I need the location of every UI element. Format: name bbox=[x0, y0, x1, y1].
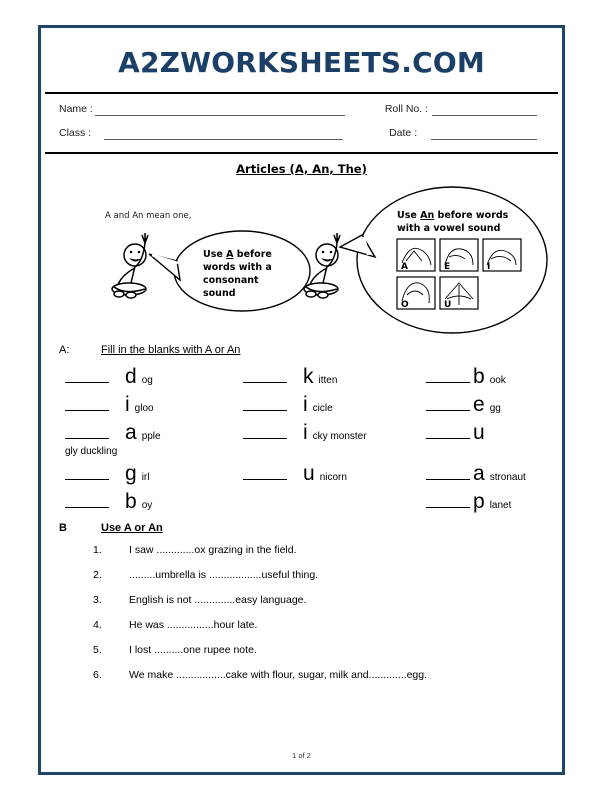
article-blank[interactable] bbox=[243, 468, 287, 480]
word-item bbox=[426, 463, 526, 484]
section-a-letter: A: bbox=[59, 344, 70, 356]
question-number: 6. bbox=[93, 669, 102, 681]
info-row-class bbox=[59, 127, 544, 140]
word-row bbox=[65, 422, 544, 443]
logo-band bbox=[45, 32, 558, 94]
class-input[interactable] bbox=[104, 128, 343, 140]
page-title: Articles (A, An, The) bbox=[236, 162, 367, 176]
article-blank[interactable] bbox=[243, 371, 287, 383]
word-initial: a bbox=[125, 421, 137, 444]
word-item bbox=[426, 394, 501, 415]
word-rest: oy bbox=[141, 500, 153, 511]
page-footer bbox=[45, 751, 558, 760]
student-info-band bbox=[45, 94, 558, 154]
article-blank[interactable] bbox=[65, 399, 109, 411]
word-initial: i bbox=[303, 421, 308, 444]
name-input[interactable] bbox=[95, 104, 345, 116]
word-item bbox=[426, 491, 511, 512]
article-blank[interactable] bbox=[65, 371, 109, 383]
vowel-tile-letter: I bbox=[487, 262, 491, 272]
worksheet-title-wrap bbox=[45, 154, 558, 181]
question-row bbox=[59, 594, 544, 606]
question-number: 3. bbox=[93, 594, 102, 606]
date-label: Date : bbox=[389, 127, 418, 139]
word-initial: p bbox=[473, 490, 485, 513]
question-text[interactable]: We make .................cake with flour, sugar, milk and.............egg. bbox=[129, 669, 428, 681]
article-blank[interactable] bbox=[426, 427, 470, 439]
word-rest: pple bbox=[141, 431, 161, 442]
word-item bbox=[65, 491, 243, 512]
question-text[interactable]: He was ................hour late. bbox=[129, 619, 258, 631]
word-item bbox=[243, 366, 426, 387]
section-a-rows bbox=[59, 366, 544, 512]
word-item bbox=[65, 463, 243, 484]
worksheet-inner-border bbox=[44, 31, 559, 769]
article-blank[interactable] bbox=[243, 427, 287, 439]
word-initial: b bbox=[125, 490, 137, 513]
article-blank[interactable] bbox=[426, 496, 470, 508]
word-initial: i bbox=[303, 393, 308, 416]
word-item bbox=[426, 366, 506, 387]
question-row bbox=[59, 669, 544, 681]
vowel-tile-letter: O bbox=[401, 300, 409, 310]
site-logo: A2ZWORKSHEETS.COM bbox=[118, 45, 485, 79]
word-rest: gloo bbox=[134, 403, 154, 414]
articles-illustration bbox=[57, 183, 546, 338]
vowel-tile-letter: A bbox=[401, 262, 408, 272]
word-rest: og bbox=[141, 375, 153, 386]
word-rest: irl bbox=[141, 472, 150, 483]
vowel-tile-letter: E bbox=[444, 262, 451, 272]
illustration-caption: A and An mean one, bbox=[105, 211, 192, 221]
page-indicator: 1 of 2 bbox=[292, 751, 311, 760]
word-row bbox=[65, 463, 544, 484]
question-row bbox=[59, 544, 544, 556]
section-a bbox=[45, 344, 558, 512]
question-row bbox=[59, 619, 544, 631]
word-item bbox=[243, 463, 426, 484]
question-number: 5. bbox=[93, 644, 102, 656]
word-initial: a bbox=[473, 462, 485, 485]
question-text[interactable]: I saw .............ox grazing in the field. bbox=[129, 544, 297, 556]
question-text[interactable]: I lost ..........one rupee note. bbox=[129, 644, 257, 656]
roll-input[interactable] bbox=[432, 104, 537, 116]
word-initial: i bbox=[125, 393, 130, 416]
article-blank[interactable] bbox=[243, 399, 287, 411]
article-blank[interactable] bbox=[426, 468, 470, 480]
word-initial: u bbox=[473, 421, 485, 444]
section-b-title: Use A or An bbox=[101, 522, 163, 534]
svg-text:Use An before words: Use An before words with a vowel sound bbox=[397, 210, 509, 234]
word-rest: ook bbox=[489, 375, 506, 386]
roll-label: Roll No. : bbox=[384, 103, 429, 115]
word-rest: cky monster bbox=[312, 431, 367, 442]
word-item bbox=[65, 422, 243, 443]
word-initial: e bbox=[473, 393, 485, 416]
article-blank[interactable] bbox=[65, 427, 109, 439]
question-number: 4. bbox=[93, 619, 102, 631]
question-number: 2. bbox=[93, 569, 102, 581]
name-label: Name : bbox=[59, 103, 93, 115]
word-item bbox=[426, 422, 485, 443]
word-rest: lanet bbox=[489, 500, 512, 511]
question-text[interactable]: English is not ..............easy language. bbox=[129, 594, 307, 606]
question-number: 1. bbox=[93, 544, 102, 556]
word-item bbox=[65, 394, 243, 415]
word-wrap-tail: gly duckling bbox=[65, 446, 118, 457]
word-initial: d bbox=[125, 365, 137, 388]
word-row bbox=[65, 491, 544, 512]
article-blank[interactable] bbox=[65, 496, 109, 508]
word-rest: stronaut bbox=[489, 472, 526, 483]
word-rest: gg bbox=[489, 403, 501, 414]
word-item bbox=[243, 394, 426, 415]
section-b bbox=[45, 522, 558, 681]
word-rest: nicorn bbox=[319, 472, 347, 483]
section-b-letter: B bbox=[59, 522, 67, 534]
info-row-name bbox=[59, 103, 544, 116]
word-rest: cicle bbox=[312, 403, 333, 414]
svg-text:Use A before words: Use A before words with a consonant sound bbox=[203, 249, 272, 299]
question-text[interactable]: .........umbrella is ..................useful thing. bbox=[129, 569, 319, 581]
question-row bbox=[59, 644, 544, 656]
word-initial: k bbox=[303, 365, 314, 388]
article-blank[interactable] bbox=[426, 399, 470, 411]
word-rest: itten bbox=[318, 375, 338, 386]
word-row bbox=[65, 366, 544, 387]
vowel-tile-letter: U bbox=[444, 300, 452, 310]
word-initial: u bbox=[303, 462, 315, 485]
word-initial: b bbox=[473, 365, 485, 388]
word-item bbox=[243, 422, 426, 443]
date-input[interactable] bbox=[431, 128, 537, 140]
article-blank[interactable] bbox=[65, 468, 109, 480]
section-b-questions bbox=[59, 544, 544, 681]
class-label: Class : bbox=[59, 127, 92, 139]
word-initial: g bbox=[125, 462, 137, 485]
article-blank[interactable] bbox=[426, 371, 470, 383]
word-row bbox=[65, 394, 544, 415]
section-a-heading bbox=[59, 344, 544, 356]
word-item bbox=[65, 366, 243, 387]
section-a-title: Fill in the blanks with A or An bbox=[101, 344, 241, 356]
section-b-heading bbox=[59, 522, 544, 534]
question-row bbox=[59, 569, 544, 581]
worksheet-page bbox=[38, 25, 565, 775]
